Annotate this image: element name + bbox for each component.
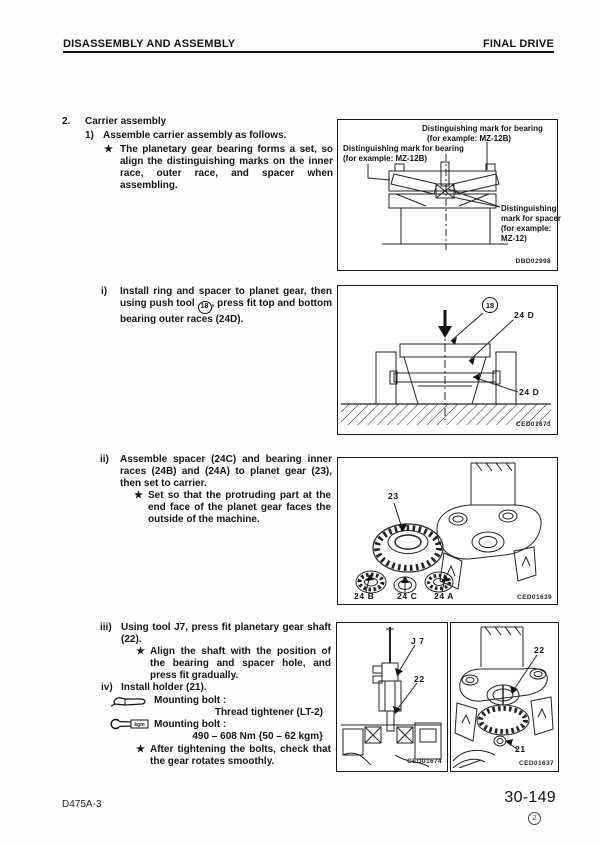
step-ii-note: Set so that the protruding part at the end face of the planet gear faces the outside of the machine. bbox=[148, 490, 331, 525]
adhesive-label: Mounting bolt : bbox=[154, 695, 227, 706]
figure-id: CED01673 bbox=[516, 421, 551, 428]
step-1-number: 1) bbox=[85, 130, 94, 141]
header-rule bbox=[63, 51, 554, 53]
step-1-text: Assemble carrier assembly as follows. bbox=[103, 130, 287, 141]
footer-page-number: 30-149 bbox=[504, 789, 556, 806]
part-label-23: 23 bbox=[388, 491, 399, 501]
step-iii-number: iii) bbox=[100, 622, 112, 633]
step-ii-number: ii) bbox=[100, 454, 109, 465]
footer-revision-circled-number: 2 bbox=[528, 812, 541, 825]
figure-bearing-marks bbox=[337, 119, 562, 271]
step-i-number: i) bbox=[101, 286, 108, 297]
figure-gear-parts bbox=[337, 457, 558, 605]
push-tool-circled-number: 18 bbox=[482, 297, 498, 313]
section-number: 2. bbox=[62, 116, 71, 127]
header-left: DISASSEMBLY AND ASSEMBLY bbox=[63, 38, 236, 50]
mark-label-spacer-line4: MZ-12) bbox=[501, 234, 527, 243]
push-tool-circled-number: 18 bbox=[198, 301, 212, 314]
press-tool-drawing bbox=[337, 623, 444, 768]
star-bullet: ★ bbox=[136, 744, 145, 755]
mark-label-top-line1: Distinguishing mark for bearing bbox=[422, 124, 543, 133]
header-right: FINAL DRIVE bbox=[482, 38, 554, 50]
mark-label-top-line2: (for example: MZ-12B) bbox=[427, 134, 512, 143]
mark-label-left-line1: Distinguishing mark for bearing bbox=[343, 144, 464, 153]
section-heading bbox=[62, 116, 166, 128]
torque-wrench-icon bbox=[110, 717, 150, 736]
step-1-note: The planetary gear bearing forms a set, so align the distinguishing marks on the inner race, outer race, and spacer when assembling. bbox=[120, 144, 333, 191]
part-label-24d-top: 24 D bbox=[514, 310, 535, 320]
step-i-text: Install ring and spacer to planet gear, then using push tool 18 , press fit top and bottom bearing outer races (24D). bbox=[120, 286, 333, 325]
part-label-24b: 24 B bbox=[354, 591, 375, 601]
star-bullet: ★ bbox=[104, 144, 113, 155]
mark-label-spacer-line1: Distinguishing bbox=[501, 204, 557, 213]
planet-gear-parts-drawing bbox=[338, 458, 554, 601]
section-title: Carrier assembly bbox=[85, 116, 167, 127]
part-label-24d-bottom: 24 D bbox=[519, 387, 540, 397]
footer-model-code: D475A-3 bbox=[62, 799, 102, 810]
part-label-21: 21 bbox=[515, 744, 526, 754]
step-iii-text: Using tool J7, press fit planetary gear shaft (22). bbox=[121, 622, 331, 645]
step-iv-note: After tightening the bolts, check that the gear rotates smoothly. bbox=[150, 744, 331, 767]
part-label-22: 22 bbox=[534, 645, 545, 655]
torque-unit-badge: kgm bbox=[134, 722, 145, 729]
star-bullet: ★ bbox=[136, 646, 145, 657]
mark-label-spacer-line3: (for example: bbox=[501, 224, 552, 233]
part-label-24c: 24 C bbox=[397, 591, 418, 601]
figure-id: CED01637 bbox=[519, 760, 554, 767]
figure-press-outer-races bbox=[337, 285, 558, 435]
tool-code: J7 bbox=[174, 622, 186, 633]
step-1 bbox=[85, 130, 286, 142]
torque-value: 490 – 608 Nm {50 – 62 kgm} bbox=[192, 731, 323, 742]
torque-label: Mounting bolt : bbox=[154, 719, 227, 730]
step-iv-text: Install holder (21). bbox=[121, 682, 207, 693]
adhesive-value: Thread tightener (LT-2) bbox=[214, 707, 323, 718]
part-label-22: 22 bbox=[414, 674, 425, 684]
adhesive-tube-icon bbox=[111, 694, 149, 712]
step-iv-number: iv) bbox=[101, 682, 113, 693]
step-iii-note: Align the shaft with the position of the bearing and spacer hole, and press fit gradually. bbox=[150, 646, 331, 681]
figure-install-holder bbox=[450, 622, 559, 772]
step-ii-text: Assemble spacer (24C) and bearing inner races (24B) and (24A) to planet gear (23), then set to carrier. bbox=[120, 454, 332, 489]
mark-label-spacer-line2: mark for spacer bbox=[501, 214, 562, 223]
figure-id: CED01674 bbox=[407, 758, 442, 765]
figure-press-shaft bbox=[336, 622, 448, 772]
figure-id: CED01639 bbox=[517, 594, 552, 601]
mark-label-left-line2: (for example: MZ-12B) bbox=[343, 154, 428, 163]
figure-id: DBD02998 bbox=[515, 258, 551, 265]
star-bullet: ★ bbox=[134, 490, 143, 501]
press-fit-drawing bbox=[338, 286, 554, 431]
part-label-24a: 24 A bbox=[434, 591, 455, 601]
part-label-j7: J 7 bbox=[411, 636, 425, 646]
